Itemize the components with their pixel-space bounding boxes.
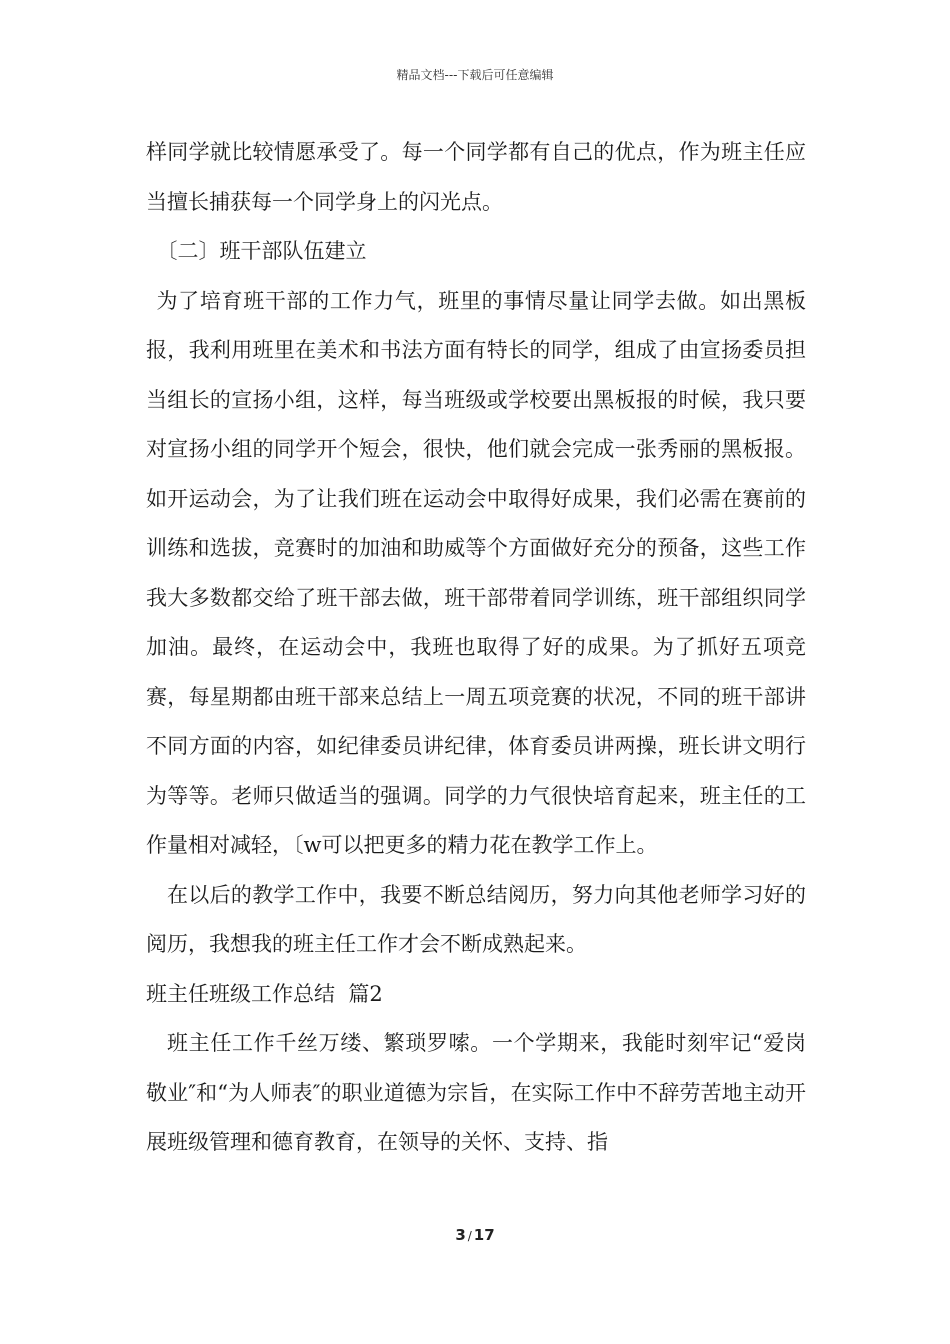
page-header: 精品文档---下载后可任意编辑 (396, 68, 554, 82)
current-page: 3 (455, 1226, 466, 1244)
total-pages: 17 (473, 1226, 495, 1244)
paragraph-4: 班主任工作千丝万缕、繁琐罗嗦。一个学期来，我能时刻牢记“爱岗敬业″和“为人师表″的职业道德为宗旨，在实际工作中不辞劳苦地主动开展班级管理和德育教育，在领导的关怀、支持、指 (146, 1031, 806, 1154)
paragraph-2: 为了培育班干部的工作力气，班里的事情尽量让同学去做。如出黑板报，我利用班里在美术和书法方面有特长的同学，组成了由宣扬委员担当组长的宣扬小组，这样，每当班级或学校要出黑板报的时候，我只要对宣扬小组的同学开个短会，很快，他们就会完成一张秀丽的黑板报。如开运动会，为了让我们班在运动会中取得好成果，我们必需在赛前的训练和选拔，竞赛时的加油和助威等个方面做好充分的预备，这些工作我大多数都交给了班干部去做，班干部带着同学训练，班干部组织同学加油。最终，在运动会中，我班也取得了好的成果。为了抓好五项竞赛，每星期都由班干部来总结上一周五项竞赛的状况，不同的班干部讲不同方面的内容，如纪律委员讲纪律，体育委员讲两操，班长讲文明行为等等。老师只做适当的强调。同学的力气很快培育起来，班主任的工作量相对减轻，〔w可以把更多的精力花在教学工作上。 (146, 288, 806, 857)
document-body (146, 128, 806, 1168)
section-heading-2: 〔二〕班干部队伍建立 (156, 239, 367, 263)
page-number (0, 1226, 950, 1244)
paragraph-1: 样同学就比较情愿承受了。每一个同学都有自己的优点，作为班主任应当擅长捕获每一个同学身上的闪光点。 (146, 140, 806, 214)
article-title: 班主任班级工作总结 篇2 (146, 981, 383, 1006)
paragraph-3: 在以后的教学工作中，我要不断总结阅历，努力向其他老师学习好的阅历，我想我的班主任工作才会不断成熟起来。 (146, 882, 806, 956)
page-separator: / (467, 1229, 472, 1243)
